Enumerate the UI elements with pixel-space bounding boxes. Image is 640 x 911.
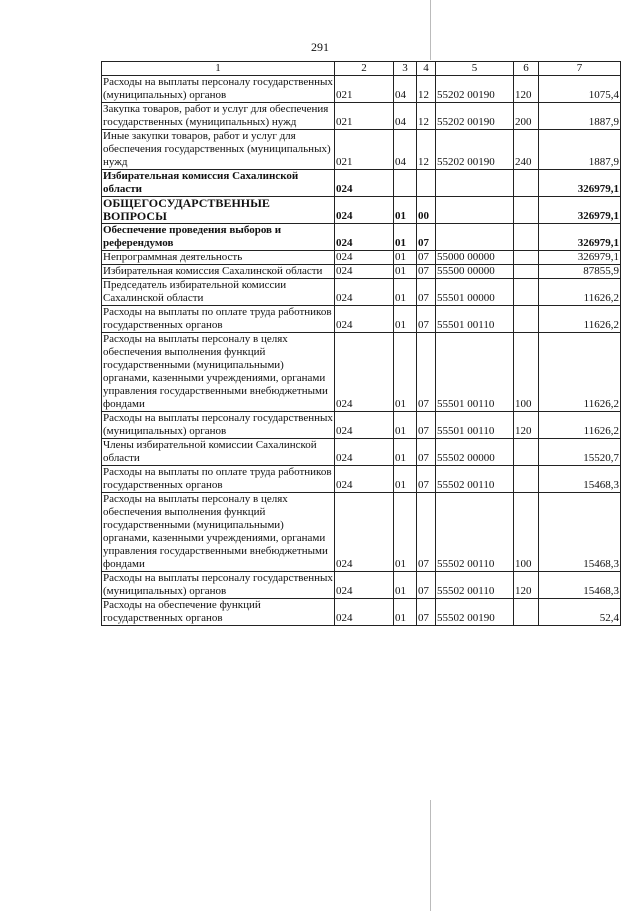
table-row (102, 572, 621, 599)
code-subsection: 07 (417, 224, 436, 251)
code-section: 01 (394, 572, 417, 599)
row-amount: 11626,2 (539, 306, 621, 333)
code-subsection: 00 (417, 197, 436, 224)
row-name: Обеспечение проведения выборов и референдумов (102, 224, 335, 251)
column-header-5: 5 (436, 62, 514, 76)
table-row (102, 493, 621, 572)
row-amount: 326979,1 (539, 224, 621, 251)
code-expense-type (514, 197, 539, 224)
code-subsection: 07 (417, 333, 436, 412)
code-subsection: 12 (417, 103, 436, 130)
code-ministry: 021 (335, 76, 394, 103)
code-expense-type (514, 466, 539, 493)
code-expense-type (514, 439, 539, 466)
code-target-article: 55202 00190 (436, 130, 514, 170)
code-ministry: 024 (335, 197, 394, 224)
row-name: Расходы на выплаты персоналу в целях обеспечения выполнения функций государственными (муниципальными) органами, казенными учреждениями, органами управления государственными внебюджетными фондами (102, 493, 335, 572)
code-section: 01 (394, 251, 417, 265)
column-header-3: 3 (394, 62, 417, 76)
code-subsection: 07 (417, 439, 436, 466)
code-section: 01 (394, 439, 417, 466)
scan-artifact-bottom (430, 800, 431, 911)
row-name: Расходы на выплаты персоналу в целях обеспечения выполнения функций государственными (муниципальными) органами, казенными учреждениями, органами управления государственными внебюджетными фондами (102, 333, 335, 412)
code-section: 01 (394, 306, 417, 333)
code-expense-type (514, 224, 539, 251)
code-expense-type: 100 (514, 333, 539, 412)
row-amount: 326979,1 (539, 170, 621, 197)
code-subsection: 07 (417, 251, 436, 265)
code-ministry: 024 (335, 439, 394, 466)
row-name: ОБЩЕГОСУДАРСТВЕННЫЕ ВОПРОСЫ (102, 197, 335, 224)
code-ministry: 024 (335, 265, 394, 279)
row-amount: 1887,9 (539, 103, 621, 130)
code-target-article: 55000 00000 (436, 251, 514, 265)
code-ministry: 024 (335, 572, 394, 599)
table-row (102, 279, 621, 306)
scan-artifact-top (430, 0, 431, 60)
row-amount: 15468,3 (539, 466, 621, 493)
code-target-article: 55502 00190 (436, 599, 514, 626)
code-subsection: 07 (417, 493, 436, 572)
table-row (102, 224, 621, 251)
code-expense-type (514, 279, 539, 306)
column-header-7: 7 (539, 62, 621, 76)
row-amount: 15468,3 (539, 572, 621, 599)
code-target-article: 55202 00190 (436, 76, 514, 103)
code-target-article: 55502 00110 (436, 466, 514, 493)
code-ministry: 021 (335, 103, 394, 130)
row-amount: 11626,2 (539, 279, 621, 306)
code-ministry: 024 (335, 412, 394, 439)
code-ministry: 024 (335, 466, 394, 493)
code-ministry: 024 (335, 251, 394, 265)
code-section: 01 (394, 333, 417, 412)
table-row (102, 599, 621, 626)
row-amount: 11626,2 (539, 333, 621, 412)
column-header-2: 2 (335, 62, 394, 76)
code-section: 01 (394, 599, 417, 626)
header-row (102, 62, 621, 76)
row-name: Расходы на выплаты персоналу государственных (муниципальных) органов (103, 412, 333, 437)
table-row (102, 333, 621, 412)
code-expense-type (514, 599, 539, 626)
code-section (394, 170, 417, 197)
code-target-article: 55501 00110 (436, 306, 514, 333)
column-header-4: 4 (417, 62, 436, 76)
column-header-6: 6 (514, 62, 539, 76)
code-subsection: 07 (417, 466, 436, 493)
row-amount: 1075,4 (539, 76, 621, 103)
column-header-1: 1 (102, 62, 335, 76)
row-amount: 15520,7 (539, 439, 621, 466)
row-amount: 1887,9 (539, 130, 621, 170)
row-amount: 11626,2 (539, 412, 621, 439)
table-row (102, 103, 621, 130)
table-row (102, 466, 621, 493)
code-subsection: 07 (417, 412, 436, 439)
code-subsection (417, 170, 436, 197)
code-target-article (436, 197, 514, 224)
code-expense-type (514, 306, 539, 333)
row-name: Избирательная комиссия Сахалинской области (102, 265, 335, 279)
row-name: Расходы на обеспечение функций государственных органов (102, 599, 335, 626)
code-target-article: 55502 00110 (436, 493, 514, 572)
code-section: 01 (394, 224, 417, 251)
code-section: 01 (394, 466, 417, 493)
row-name: Члены избирательной комиссии Сахалинской области (102, 439, 335, 466)
code-ministry: 024 (335, 493, 394, 572)
table-body (102, 76, 621, 626)
code-section: 04 (394, 76, 417, 103)
code-section: 04 (394, 103, 417, 130)
code-target-article: 55202 00190 (436, 103, 514, 130)
row-name: Расходы на выплаты по оплате труда работников государственных органов (102, 466, 335, 493)
code-subsection: 07 (417, 279, 436, 306)
row-name: Непрограммная деятельность (102, 251, 335, 265)
code-ministry: 021 (335, 130, 394, 170)
table-row (102, 76, 621, 103)
row-name: Расходы на выплаты персоналу государственных (муниципальных) органов (103, 76, 333, 101)
row-name: Расходы на выплаты персоналу государственных (муниципальных) органов (103, 572, 333, 597)
table-row (102, 306, 621, 333)
code-ministry: 024 (335, 170, 394, 197)
code-expense-type: 200 (514, 103, 539, 130)
table-row (102, 265, 621, 279)
row-amount: 15468,3 (539, 493, 621, 572)
code-subsection: 07 (417, 599, 436, 626)
code-expense-type: 120 (514, 412, 539, 439)
row-name: Председатель избирательной комиссии Сахалинской области (102, 279, 335, 306)
row-name: Расходы на выплаты по оплате труда работников государственных органов (102, 306, 335, 333)
code-subsection: 12 (417, 76, 436, 103)
code-target-article: 55501 00110 (436, 333, 514, 412)
code-expense-type (514, 170, 539, 197)
code-expense-type: 120 (514, 572, 539, 599)
code-target-article: 55502 00110 (436, 572, 514, 599)
code-expense-type (514, 265, 539, 279)
code-subsection: 07 (417, 306, 436, 333)
code-target-article: 55501 00000 (436, 279, 514, 306)
code-ministry: 024 (335, 279, 394, 306)
code-subsection: 12 (417, 130, 436, 170)
code-section: 01 (394, 197, 417, 224)
row-amount: 326979,1 (539, 197, 621, 224)
code-ministry: 024 (335, 306, 394, 333)
table-row (102, 170, 621, 197)
row-amount: 52,4 (539, 599, 621, 626)
row-name: Закупка товаров, работ и услуг для обеспечения государственных (муниципальных) нужд (102, 103, 335, 130)
code-target-article: 55500 00000 (436, 265, 514, 279)
code-expense-type: 240 (514, 130, 539, 170)
code-ministry: 024 (335, 333, 394, 412)
table-row (102, 412, 621, 439)
code-section: 01 (394, 412, 417, 439)
code-section: 01 (394, 279, 417, 306)
code-ministry: 024 (335, 224, 394, 251)
code-section: 04 (394, 130, 417, 170)
code-expense-type (514, 251, 539, 265)
code-target-article (436, 224, 514, 251)
code-section: 01 (394, 265, 417, 279)
code-target-article: 55501 00110 (436, 412, 514, 439)
table-row (102, 197, 621, 224)
code-subsection: 07 (417, 572, 436, 599)
code-ministry: 024 (335, 599, 394, 626)
row-name: Избирательная комиссия Сахалинской области (102, 170, 335, 197)
row-amount: 326979,1 (539, 251, 621, 265)
code-expense-type: 100 (514, 493, 539, 572)
code-subsection: 07 (417, 265, 436, 279)
table-row (102, 439, 621, 466)
code-target-article: 55502 00000 (436, 439, 514, 466)
page-number: 291 (311, 40, 329, 54)
table-row (102, 251, 621, 265)
table-row (102, 130, 621, 170)
budget-table (101, 61, 621, 626)
code-expense-type: 120 (514, 76, 539, 103)
code-section: 01 (394, 493, 417, 572)
row-name: Иные закупки товаров, работ и услуг для обеспечения государственных (муниципальных) нужд (102, 130, 335, 170)
row-amount: 87855,9 (539, 265, 621, 279)
code-target-article (436, 170, 514, 197)
